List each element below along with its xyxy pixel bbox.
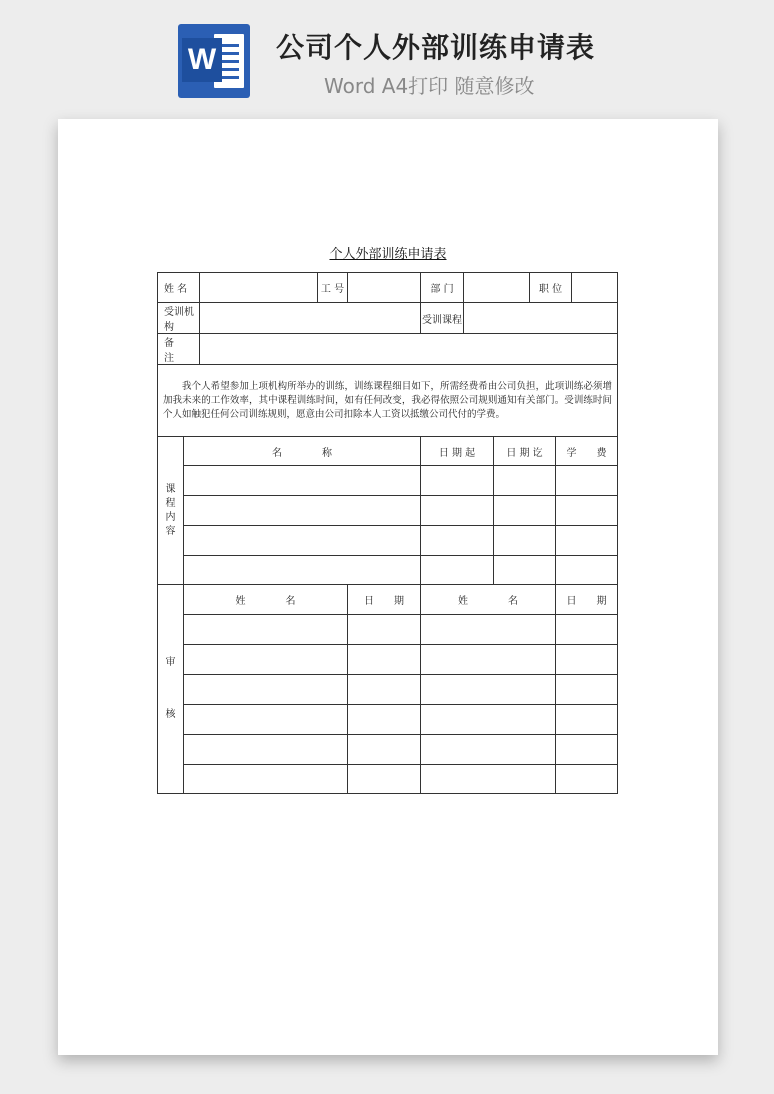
remark-label: 备 注: [158, 334, 200, 365]
review-col-date-2: 日 期: [556, 585, 618, 615]
document-title: 个人外部训练申请表: [329, 247, 447, 262]
course-col-name: 名 称: [184, 437, 421, 466]
review-side-label: 审 核: [158, 585, 184, 794]
position-label: 职 位: [530, 273, 572, 303]
course-col-start: 日 期 起: [421, 437, 494, 466]
statement-text: 我个人希望参加上项机构所举办的训练，训练课程细目如下，所需经费希由公司负担，此项训练必须增加我未来的工作效率，其中课程训练时间，如有任何改变，我必得依照公司规则通知有关部门。受训练时间个人如触犯任何公司训练规则，愿意由公司扣除本人工资以抵缴公司代付的学费。: [158, 365, 618, 437]
table-row: [158, 675, 618, 705]
course-col-fee: 学 费: [556, 437, 618, 466]
table-row: [158, 526, 618, 556]
id-label: 工 号: [318, 273, 348, 303]
review-header-row: [158, 585, 618, 615]
position-field[interactable]: [572, 273, 618, 303]
table-row: [158, 334, 618, 365]
name-field[interactable]: [200, 273, 318, 303]
institution-field[interactable]: [200, 303, 421, 334]
id-field[interactable]: [348, 273, 421, 303]
review-col-date-1: 日 期: [348, 585, 421, 615]
banner-subtitle: Word A4打印 随意修改: [324, 74, 535, 98]
table-row: [158, 705, 618, 735]
course-col-end: 日 期 讫: [494, 437, 556, 466]
remark-field[interactable]: [200, 334, 618, 365]
review-col-name-2: 姓 名: [421, 585, 556, 615]
application-form: [157, 272, 618, 794]
table-row: [158, 556, 618, 585]
table-row: [158, 645, 618, 675]
table-row: [158, 496, 618, 526]
course-label: 受训课程: [421, 303, 464, 334]
review-col-name-1: 姓 名: [184, 585, 348, 615]
table-row: [158, 466, 618, 496]
word-icon-letter: W: [182, 38, 222, 82]
institution-label: 受训机构: [158, 303, 200, 334]
word-document-icon: [178, 24, 250, 98]
course-header-row: [158, 437, 618, 466]
table-row: [158, 365, 618, 437]
banner: [0, 0, 774, 118]
course-field[interactable]: [464, 303, 618, 334]
table-row: [158, 273, 618, 303]
dept-label: 部 门: [421, 273, 464, 303]
table-row: [158, 615, 618, 645]
name-label: 姓 名: [158, 273, 200, 303]
table-row: [158, 303, 618, 334]
table-row: [158, 735, 618, 765]
dept-field[interactable]: [464, 273, 530, 303]
document-page: [58, 119, 718, 1055]
course-side-label: 课程内容: [158, 437, 184, 585]
banner-title: 公司个人外部训练申请表: [276, 31, 596, 64]
table-row: [158, 765, 618, 794]
